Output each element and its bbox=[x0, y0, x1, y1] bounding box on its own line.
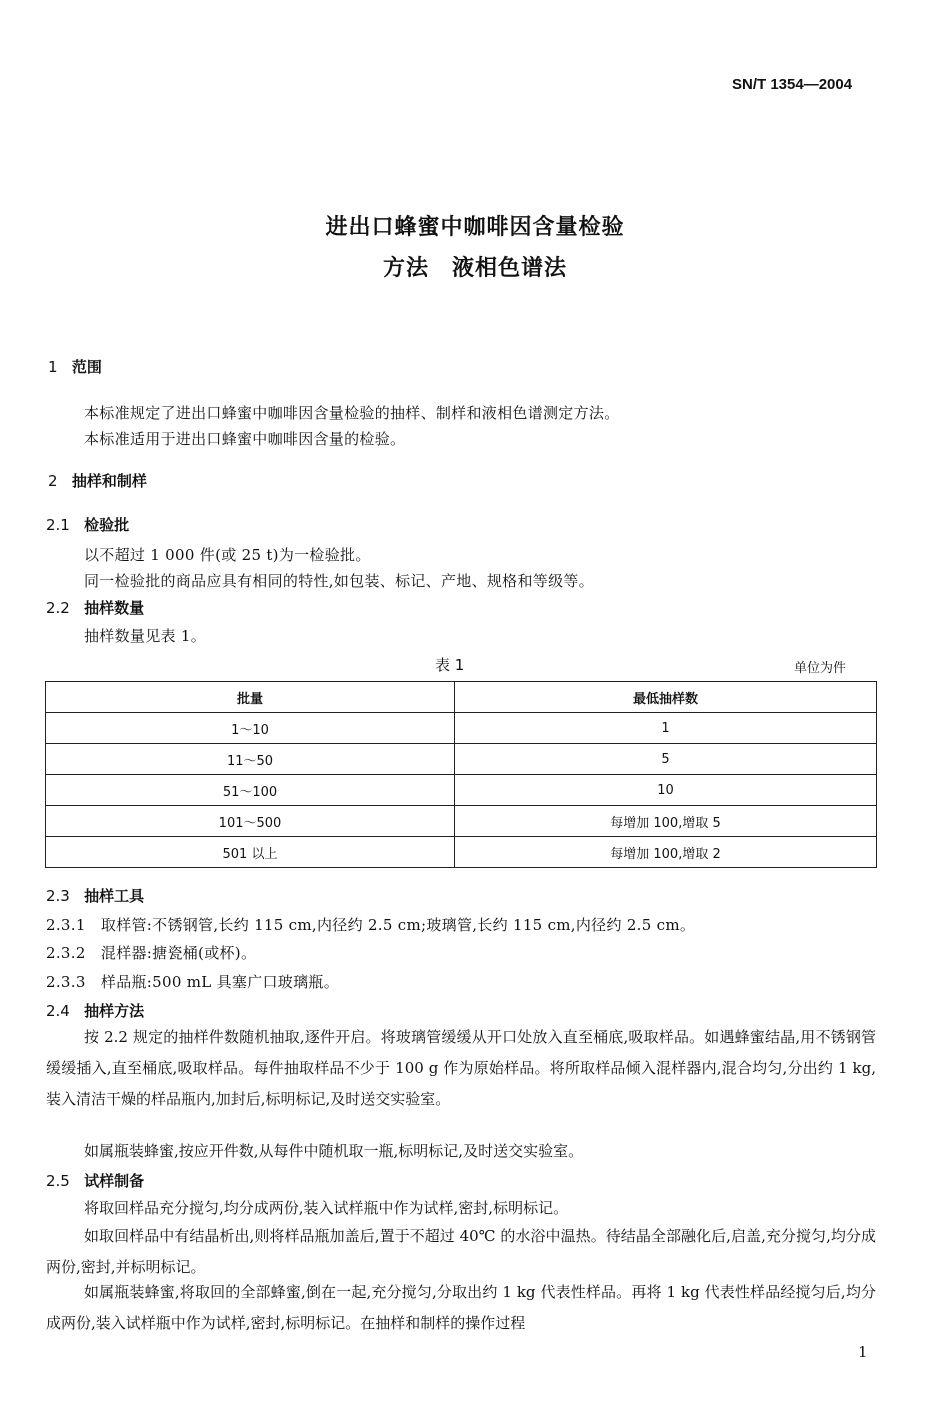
table-caption: 表 1 bbox=[435, 656, 465, 674]
section-title: 抽样数量 bbox=[84, 599, 145, 617]
section-2-1-heading bbox=[46, 514, 129, 535]
section-number: 2.4 bbox=[46, 1002, 70, 1020]
table-cell: 1～10 bbox=[46, 713, 455, 744]
paragraph: 以不超过 1 000 件(或 25 t)为一检验批。 bbox=[84, 546, 371, 564]
paragraph: 按 2.2 规定的抽样件数随机抽取,逐件开启。将玻璃管缓缓从开口处放入直至桶底,吸取样品。如遇蜂蜜结晶,用不锈钢管缓缓插入,直至桶底,吸取样品。每件抽取样品不少于 100 g 作为原始样品。将所取样品倾入混样器内,混合均匀,分出约 1 kg,装入清洁干燥的样品瓶内,加封后,标明标记,及时送交实验室。 bbox=[46, 1028, 876, 1108]
section-number: 2.2 bbox=[46, 599, 70, 617]
section-2-5-heading bbox=[46, 1170, 144, 1191]
paragraph: 如取回样品中有结晶析出,则将样品瓶加盖后,置于不超过 40℃ 的水浴中温热。待结晶全部融化后,启盖,充分搅匀,均分成两份,密封,并标明标记。 bbox=[46, 1227, 876, 1276]
table-header-row bbox=[46, 682, 877, 713]
sampling-table bbox=[45, 681, 877, 868]
table-row bbox=[46, 713, 877, 744]
table-cell: 501 以上 bbox=[46, 837, 455, 868]
paragraph: 如属瓶装蜂蜜,将取回的全部蜂蜜,倒在一起,充分搅匀,分取出约 1 kg 代表性样品。再将 1 kg 代表性样品经搅匀后,均分成两份,装入试样瓶中作为试样,密封,标明标记。在抽样和制样的操作过程 bbox=[46, 1283, 876, 1332]
paragraph: 抽样数量见表 1。 bbox=[84, 627, 207, 645]
table-cell: 5 bbox=[455, 744, 877, 775]
paragraph: 本标准适用于进出口蜂蜜中咖啡因含量的检验。 bbox=[84, 430, 406, 448]
section-2-heading bbox=[48, 470, 147, 491]
section-title: 范围 bbox=[71, 358, 102, 376]
table-cell: 1 bbox=[455, 713, 877, 744]
page-number: 1 bbox=[858, 1343, 868, 1361]
table-cell: 每增加 100,增取 5 bbox=[455, 806, 877, 837]
standard-number: SN/T 1354—2004 bbox=[732, 76, 853, 93]
clause-2-3-3 bbox=[46, 971, 339, 992]
table-row bbox=[46, 806, 877, 837]
section-number: 2 bbox=[48, 472, 58, 490]
section-title: 抽样工具 bbox=[84, 887, 145, 905]
table-row bbox=[46, 744, 877, 775]
column-header: 最低抽样数 bbox=[455, 682, 877, 713]
paragraph: 将取回样品充分搅匀,均分成两份,装入试样瓶中作为试样,密封,标明标记。 bbox=[84, 1199, 569, 1217]
table-cell: 10 bbox=[455, 775, 877, 806]
section-number: 2.3 bbox=[46, 887, 70, 905]
section-number: 2.5 bbox=[46, 1172, 70, 1190]
paragraph: 本标准规定了进出口蜂蜜中咖啡因含量检验的抽样、制样和液相色谱测定方法。 bbox=[84, 404, 620, 422]
clause-number: 2.3.3 bbox=[46, 973, 86, 991]
section-2-2-heading bbox=[46, 597, 144, 618]
section-number: 2.1 bbox=[46, 516, 70, 534]
section-2-4-heading bbox=[46, 1000, 144, 1021]
clause-2-3-2 bbox=[46, 942, 256, 963]
section-title: 试样制备 bbox=[84, 1172, 145, 1190]
section-title: 抽样和制样 bbox=[71, 472, 147, 490]
doc-title-line1: 进出口蜂蜜中咖啡因含量检验 bbox=[325, 215, 625, 240]
doc-title-line2: 方法 液相色谱法 bbox=[382, 256, 567, 281]
clause-number: 2.3.2 bbox=[46, 944, 86, 962]
table-row bbox=[46, 775, 877, 806]
paragraph: 如属瓶装蜂蜜,按应开件数,从每件中随机取一瓶,标明标记,及时送交实验室。 bbox=[84, 1142, 584, 1160]
section-title: 抽样方法 bbox=[84, 1002, 145, 1020]
clause-number: 2.3.1 bbox=[46, 916, 86, 934]
table-unit: 单位为件 bbox=[794, 661, 847, 676]
table-cell: 每增加 100,增取 2 bbox=[455, 837, 877, 868]
clause-text: 取样管:不锈钢管,长约 115 cm,内径约 2.5 cm;玻璃管,长约 115 cm,内径约 2.5 cm。 bbox=[100, 916, 696, 934]
section-number: 1 bbox=[48, 358, 58, 376]
section-1-heading bbox=[48, 356, 102, 377]
clause-2-3-1 bbox=[46, 914, 695, 935]
table-cell: 11～50 bbox=[46, 744, 455, 775]
paragraph: 同一检验批的商品应具有相同的特性,如包装、标记、产地、规格和等级等。 bbox=[84, 572, 594, 590]
table-cell: 51～100 bbox=[46, 775, 455, 806]
section-title: 检验批 bbox=[84, 516, 130, 534]
table-cell: 101～500 bbox=[46, 806, 455, 837]
clause-text: 样品瓶:500 mL 具塞广口玻璃瓶。 bbox=[100, 973, 339, 991]
table-row bbox=[46, 837, 877, 868]
section-2-3-heading bbox=[46, 885, 144, 906]
column-header: 批量 bbox=[46, 682, 455, 713]
clause-text: 混样器:搪瓷桶(或杯)。 bbox=[100, 944, 257, 962]
